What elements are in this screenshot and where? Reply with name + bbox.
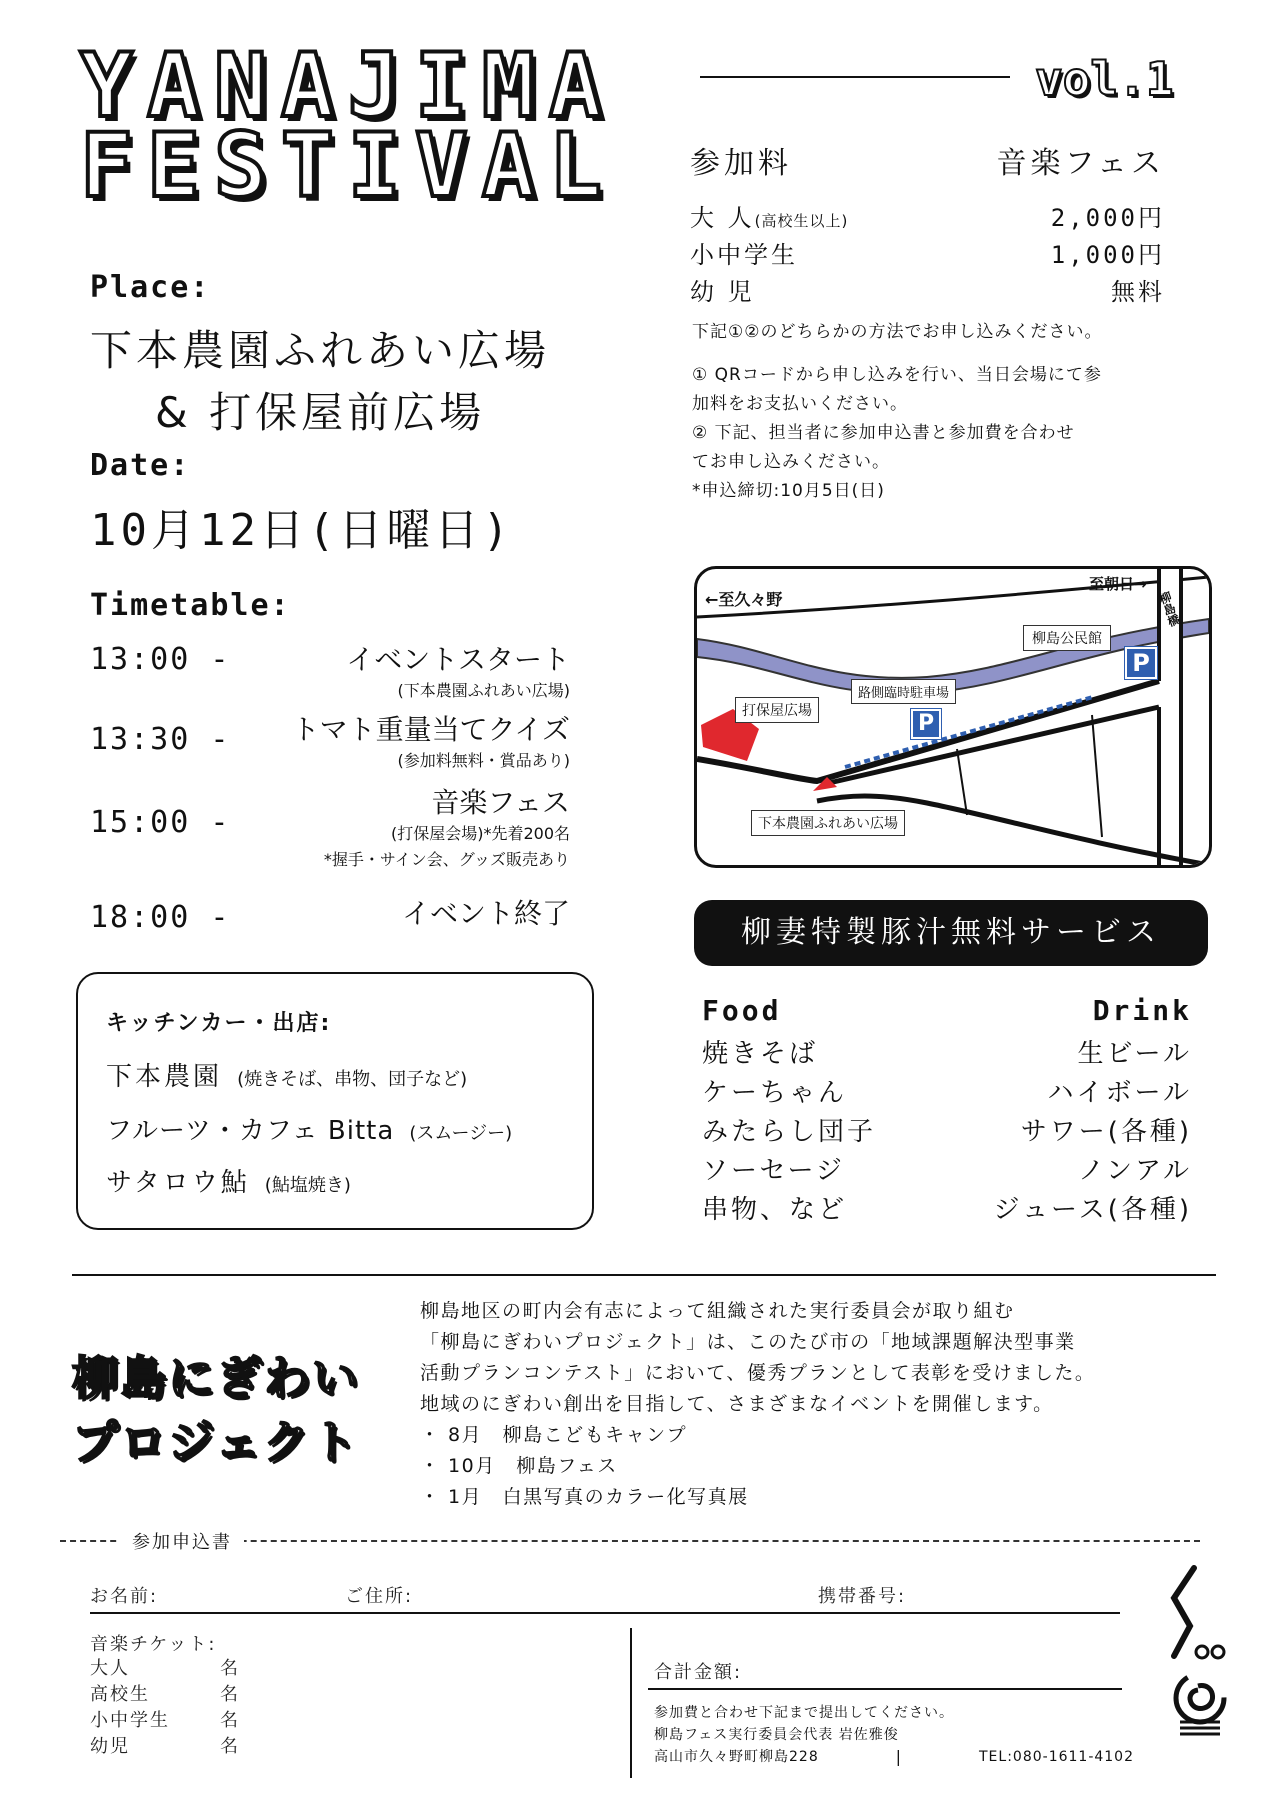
timetable-note: (打保屋会場)*先着200名 — [390, 824, 570, 843]
ticket-type: 高校生 — [90, 1684, 150, 1705]
drink-item: ハイボール — [1047, 1078, 1192, 1108]
food-item: 串物、など — [702, 1195, 848, 1225]
fees-title: 参加料 — [690, 146, 792, 181]
instruction-line: ① QRコードから申し込みを行い、当日会場にて参 — [692, 365, 1102, 385]
fees-instructions — [692, 318, 1192, 506]
place-line1: 下本農園ふれあい広場 — [90, 326, 551, 375]
fee-row — [690, 235, 1165, 272]
timetable-event: トマト重量当てクイズ — [291, 713, 570, 746]
ticket-unit: 名 — [220, 1736, 240, 1757]
project-text-line: 地域のにぎわい創出を目指して、さまざまなイベントを開催します。 — [420, 1393, 1054, 1415]
project-description — [420, 1296, 1095, 1513]
contact-tel: TEL:080-1611-4102 — [979, 1749, 1134, 1765]
ticket-row — [90, 1708, 240, 1734]
map-label-community-hall: 柳島公民館 — [1023, 625, 1111, 651]
instruction-line: ② 下記、担当者に参加申込書と参加費を合わせ — [692, 423, 1075, 443]
menu-row — [702, 1033, 1192, 1072]
ticket-type: 小中学生 — [90, 1710, 170, 1731]
kitchen-item-detail: (鮎塩焼き) — [264, 1175, 351, 1196]
food-item: ケーちゃん — [702, 1078, 848, 1108]
fee-price: 無料 — [1111, 278, 1165, 306]
instruction-line: 加料をお支払いください。 — [692, 394, 908, 414]
timetable-time: 13:00 - — [90, 642, 231, 677]
parking-icon: P — [911, 709, 941, 739]
fee-label: 大 人 — [690, 204, 755, 232]
project-text-line: 柳島地区の町内会有志によって組織された実行委員会が取り組む — [420, 1300, 1015, 1322]
festival-logo-line1: YANAJIMA — [80, 34, 616, 137]
form-title: 参加申込書 — [120, 1528, 244, 1554]
timetable-time: 13:30 - — [90, 722, 231, 757]
map-label-shimomoto-plaza: 下本農園ふれあい広場 — [751, 810, 905, 836]
fees-table — [690, 198, 1165, 309]
kitchen-title: キッチンカー・出店: — [106, 1011, 332, 1036]
project-logo-line1: 柳島にぎわい — [72, 1351, 360, 1405]
kitchen-item — [106, 1162, 351, 1199]
food-item: みたらし団子 — [702, 1117, 877, 1147]
instruction-line — [692, 347, 1192, 361]
timetable-time: 15:00 - — [90, 805, 231, 840]
ticket-label: 音楽チケット: — [90, 1634, 217, 1655]
food-item: 焼きそば — [702, 1039, 819, 1069]
project-event: ・ 8月 柳島こどもキャンプ — [420, 1424, 688, 1446]
map-label-bridge: 柳島橋 — [1156, 589, 1182, 629]
fees-header — [690, 138, 1165, 182]
instruction-line: *申込締切:10月5日(日) — [692, 481, 885, 501]
address-label: ご住所: — [345, 1586, 414, 1607]
menu-row — [702, 1150, 1192, 1189]
timetable-label: Timetable: — [90, 588, 291, 623]
phone-label: 携帯番号: — [818, 1586, 907, 1607]
date-label: Date: — [90, 448, 191, 483]
volume-label: vol.1 — [1035, 52, 1174, 106]
project-event: ・ 1月 白黒写真のカラー化写真展 — [420, 1486, 749, 1508]
drink-label: Drink — [1092, 994, 1192, 1027]
ticket-unit: 名 — [220, 1684, 240, 1705]
drink-item: サワー(各種) — [1020, 1117, 1192, 1147]
header-rule — [700, 76, 1010, 78]
separator: | — [895, 1747, 903, 1766]
contact-row — [654, 1746, 1134, 1768]
ticket-row — [90, 1656, 240, 1682]
fees-music-title: 音楽フェス — [996, 146, 1165, 181]
fee-row — [690, 198, 1165, 235]
kitchen-item-detail: (焼きそば、串物、団子など) — [237, 1069, 468, 1090]
instruction-line: てお申し込みください。 — [692, 452, 890, 472]
submit-note: 参加費と合わせ下記まで提出してください。 — [654, 1705, 954, 1721]
menu-row — [702, 1189, 1192, 1228]
food-item: ソーセージ — [702, 1156, 845, 1186]
ticket-list — [90, 1656, 240, 1760]
fee-price: 1,000円 — [1050, 241, 1165, 269]
contact-address: 高山市久々野町柳島228 — [654, 1749, 819, 1765]
kitchen-item-name: サタロウ鮎 — [106, 1168, 250, 1198]
drink-item: ジュース(各種) — [993, 1195, 1192, 1225]
project-text-line: 活動プランコンテスト」において、優秀プランとして表彰を受けました。 — [420, 1362, 1096, 1384]
parking-icon: P — [1125, 647, 1157, 679]
timetable-note: (下本農園ふれあい広場) — [397, 681, 570, 700]
instruction-line: 下記①②のどちらかの方法でお申し込みください。 — [692, 322, 1103, 342]
timetable-note: (参加料無料・賞品あり) — [397, 751, 570, 770]
section-divider — [72, 1274, 1216, 1276]
ticket-row — [90, 1734, 240, 1760]
emblem-icon — [1168, 1564, 1228, 1744]
date-value: 10月12日(日曜日) — [90, 505, 513, 556]
food-label: Food — [702, 994, 782, 1027]
kitchen-item — [106, 1056, 467, 1093]
menu-row — [702, 1111, 1192, 1150]
map-label-utsubo-plaza: 打保屋広場 — [735, 697, 819, 723]
ticket-type: 幼児 — [90, 1736, 130, 1757]
project-event: ・ 10月 柳島フェス — [420, 1455, 618, 1477]
ticket-type: 大人 — [90, 1658, 130, 1679]
fee-label: 幼 児 — [690, 278, 755, 306]
total-label: 合計金額: — [654, 1662, 743, 1683]
ticket-unit: 名 — [220, 1710, 240, 1731]
festival-logo-line2: FESTIVAL — [80, 114, 616, 217]
place-line2: & 打保屋前広場 — [155, 388, 486, 437]
form-line — [648, 1688, 1122, 1690]
kitchen-item — [106, 1110, 512, 1147]
timetable-time: 18:00 - — [90, 900, 231, 935]
submit-info — [654, 1702, 1134, 1768]
ticket-unit: 名 — [220, 1658, 240, 1679]
timetable-event: イベント終了 — [401, 897, 570, 930]
fee-row — [690, 272, 1165, 309]
kitchen-box — [76, 972, 594, 1230]
timetable-event: イベントスタート — [346, 643, 570, 676]
project-text-line: 「柳島にぎわいプロジェクト」は、このたび市の「地域課題解決型事業 — [420, 1331, 1076, 1353]
map-label-street-parking: 路側臨時駐車場 — [851, 679, 956, 704]
contact-name: 柳島フェス実行委員会代表 岩佐雅俊 — [654, 1727, 899, 1743]
menu-header — [702, 994, 1192, 1033]
form-vertical-divider — [630, 1628, 632, 1778]
place-label: Place: — [90, 270, 211, 305]
fee-sub: (高校生以上) — [754, 212, 849, 230]
fee-price: 2,000円 — [1050, 204, 1165, 232]
map-label-asahi: 至朝日→ — [1089, 575, 1147, 593]
kitchen-item-name: フルーツ・カフェ Bitta — [106, 1116, 395, 1146]
fee-label: 小中学生 — [690, 241, 798, 269]
drink-item: ノンアル — [1078, 1156, 1192, 1186]
drink-item: 生ビール — [1077, 1039, 1192, 1069]
project-logo-line2: プロジェクト — [72, 1415, 360, 1469]
kitchen-item-name: 下本農園 — [106, 1062, 223, 1092]
menu — [702, 994, 1192, 1228]
name-label: お名前: — [90, 1586, 159, 1607]
menu-row — [702, 1072, 1192, 1111]
timetable-note: *握手・サイン会、グッズ販売あり — [323, 850, 570, 869]
ticket-row — [90, 1682, 240, 1708]
service-banner: 柳妻特製豚汁無料サービス — [694, 900, 1208, 966]
access-map — [694, 566, 1212, 868]
map-label-kukuno: ←至久々野 — [705, 590, 783, 609]
form-line — [90, 1612, 1120, 1614]
kitchen-item-detail: (スムージー) — [409, 1123, 513, 1144]
timetable-event: 音楽フェス — [431, 786, 570, 819]
